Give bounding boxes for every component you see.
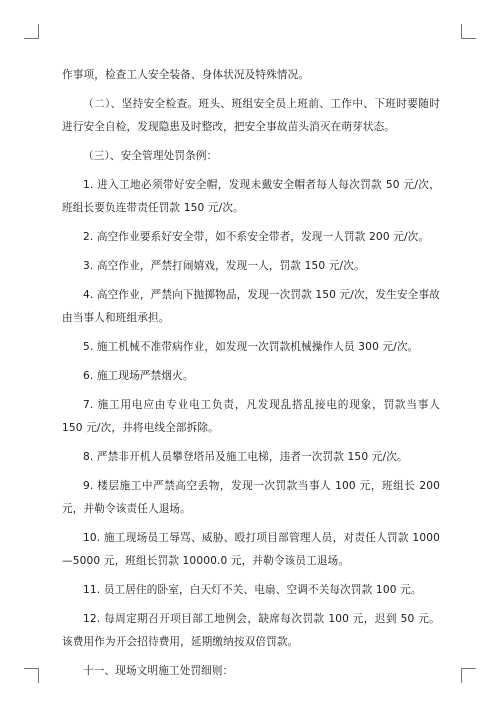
section-heading-civilized-construction: 十一、现场文明施工处罚细则： [83, 665, 234, 677]
rule-item-2: 2. 高空作业要系好安全带，如不系安全带者，发现一人罚款 200 元/次。 [83, 231, 430, 243]
rule-item-3: 3. 高空作业，严禁打闹嬉戏，发现一人，罚款 150 元/次。 [83, 260, 365, 272]
rule-item-9: 9. 楼层施工中严禁高空丢物，发现一次罚款当事人 100 元，班组长 200 元，并勒令该责任人退场。 [62, 480, 440, 515]
crop-mark-bottom-right [461, 668, 476, 683]
rule-item-4: 4. 高空作业，严禁向下抛掷物品，发现一次罚款 150 元/次，发生安全事故由当事人和班组承担。 [62, 289, 440, 324]
crop-mark-top-right [461, 24, 476, 39]
document-body [62, 64, 440, 689]
paragraph-safety-inspection: （二）、坚持安全检查。班头、班组安全员上班前、工作中、下班时要随时进行安全自检，发现隐患及时整改，把安全事故苗头消灭在萌芽状态。 [62, 98, 440, 133]
paragraph-continued: 作事项，检查工人安全装备、身体状况及特殊情况。 [62, 69, 310, 81]
rule-item-5: 5. 施工机械不准带病作业，如发现一次罚款机械操作人员 300 元/次。 [83, 341, 419, 353]
rule-item-6: 6. 施工现场严禁烟火。 [83, 370, 194, 382]
rule-item-7: 7. 施工用电应由专业电工负责，凡发现乱搭乱接电的现象，罚款当事人 150 元/次，并将电线全部拆除。 [62, 399, 440, 434]
rule-item-8: 8. 严禁非开机人员攀登塔吊及施工电梯，违者一次罚款 150 元/次。 [83, 451, 408, 463]
section-heading-penalty-rules: （三）、安全管理处罚条例： [83, 150, 218, 162]
rule-item-12: 12. 每周定期召开项目部工地例会，缺席每次罚款 100 元，迟到 50 元。该费用作为开会招待费用，延期缴纳按双倍罚款。 [62, 613, 440, 648]
rule-item-1: 1. 进入工地必须带好安全帽，发现未戴安全帽者每人每次罚款 50 元/次，班组长要负连带责任罚款 150 元/次。 [62, 179, 440, 214]
crop-mark-bottom-left [24, 668, 39, 683]
rule-item-11: 11. 员工居住的卧室，白天灯不关、电扇、空调不关每次罚款 100 元。 [83, 584, 422, 596]
crop-mark-top-left [24, 24, 39, 39]
rule-item-10: 10. 施工现场员工辱骂、威胁、殴打项目部管理人员，对责任人罚款 1000—5000 元，班组长罚款 10000.0 元，并勒令该员工退场。 [62, 532, 440, 567]
